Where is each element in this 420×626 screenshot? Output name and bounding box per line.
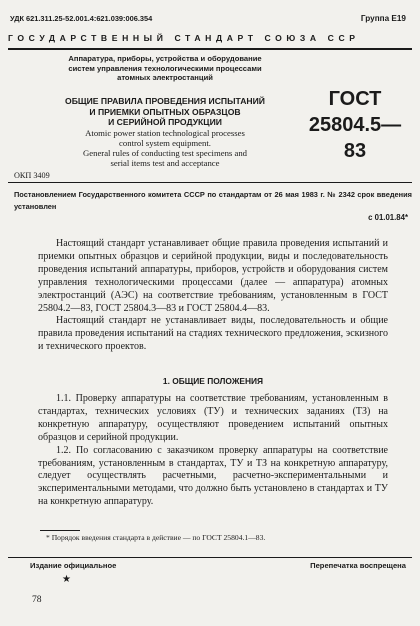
page-number: 78 [32, 594, 42, 605]
footnote-rule [40, 530, 80, 531]
footer-rule [8, 557, 412, 558]
english-title-line: General rules of conducting test specimens and [82, 148, 248, 158]
main-title [40, 96, 290, 128]
clause-paragraph: 1.2. По согласованию с заказчиком проверку аппаратуры на соответствие требованиям, установленным в стандартах, ТУ и ТЗ на конкретную аппаратуру, следует осуществлять расчетными, расчетно-экспериментальными и экспериментальными методами, что должно быть установлено в стандартах и ТУ на конкретную аппаратуру. [38, 444, 388, 508]
english-title [40, 128, 290, 168]
star-icon: ★ [62, 574, 71, 585]
english-title-line: control system equipment. [119, 138, 211, 148]
intro-text [38, 238, 388, 354]
title-block-rule [8, 182, 412, 183]
reprint-prohibited-label: Перепечатка воспрещена [310, 561, 406, 570]
state-standard-heading: ГОСУДАРСТВЕННЫЙ СТАНДАРТ СОЮЗА ССР [8, 33, 360, 43]
gost-designation [300, 86, 410, 164]
effective-date: с 01.01.84* [368, 213, 408, 222]
section-heading: 1. ОБЩИЕ ПОЛОЖЕНИЯ [162, 376, 264, 386]
header-rule [8, 48, 412, 50]
footnote: * Порядок введения стандарта в действие — по ГОСТ 25804.1—83. [46, 533, 266, 542]
section-body [38, 393, 388, 509]
gost-number: 25804.5—83 [308, 114, 402, 162]
intro-paragraph: Настоящий стандарт устанавливает общие правила проведения испытаний и приемки опытных образцов и серийной продукции, виды и последовательность проведения испытаний аппаратуры, приборов, устройств и оборудования систем управления технологическими процессами (далее — аппаратура) атомных электростанций (АЭС) на соответствие требованиям, установленным в ГОСТ 25804.2—83, ГОСТ 25804.3—83 и ГОСТ 25804.4—83. [38, 238, 388, 314]
english-title-line: Atomic power station technological processes [85, 128, 245, 138]
doc-group-line: систем управления технологическими процессами [68, 63, 262, 73]
english-title-line: serial items test and acceptance [110, 158, 220, 168]
doc-group-line: атомных электростанций [117, 73, 213, 83]
main-title-line: ОБЩИЕ ПРАВИЛА ПРОВЕДЕНИЯ ИСПЫТАНИЙ [65, 96, 265, 106]
udk-code: УДК 621.311.25-52.001.4:621.039:006.354 [10, 14, 153, 23]
official-edition-label: Издание официальное [30, 561, 117, 570]
intro-paragraph: Настоящий стандарт не устанавливает виды, последовательность и общие правила проведения испытаний на стадиях технического предложения, эскизного и технического проектов. [38, 315, 388, 353]
gost-label: ГОСТ [328, 88, 382, 110]
okp-code: ОКП 3409 [14, 171, 50, 180]
clause-paragraph: 1.1. Проверку аппаратуры на соответствие требованиям, установленным в стандартах, технических условиях (ТУ) и технических заданиях (ТЗ) на конкретную аппаратуру, осуществляют проведением испытаний опытных образцов и серийной продукции. [38, 393, 388, 443]
main-title-line: И ПРИЕМКИ ОПЫТНЫХ ОБРАЗЦОВ [89, 106, 241, 117]
doc-group-line: Аппаратура, приборы, устройства и оборудование [68, 54, 262, 63]
decree-statement: Постановлением Государственного комитета СССР по стандартам от 26 мая 1983 г. № 2342 срок введения установлен [14, 190, 412, 212]
document-group-title [40, 54, 290, 83]
main-title-line: И СЕРИЙНОЙ ПРОДУКЦИИ [108, 117, 222, 128]
group-code: Группа Е19 [360, 14, 406, 23]
